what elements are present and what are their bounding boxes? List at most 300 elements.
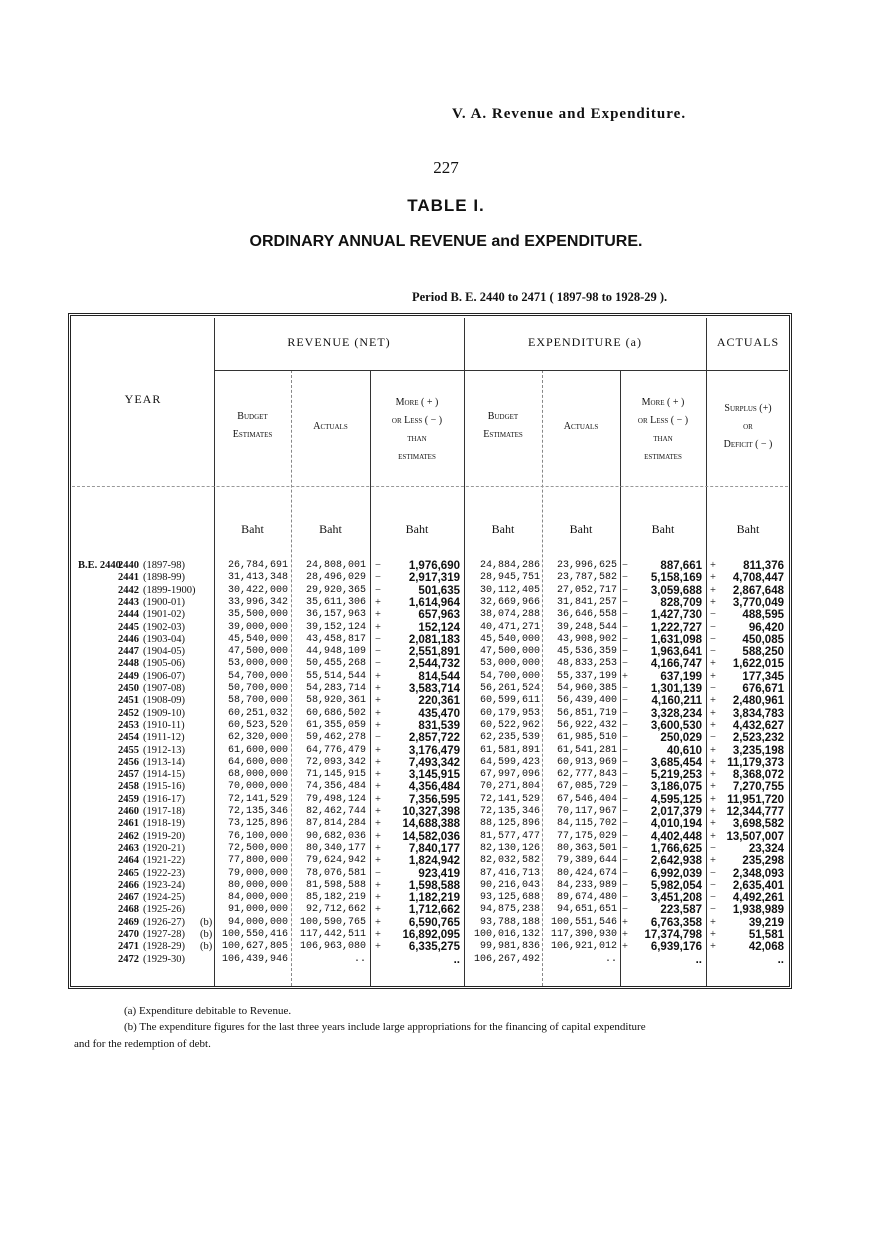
row-surplus-sign: + — [710, 793, 716, 805]
row-year: 2458 — [118, 781, 139, 793]
row-exp-sign: − — [622, 867, 628, 879]
row-surplus-sign: − — [710, 867, 716, 879]
row-surplus: 2,348,093 — [732, 867, 784, 880]
row-exp-diff: 1,766,625 — [650, 842, 702, 855]
row-surplus-sign: + — [710, 707, 716, 719]
row-year: 2444 — [118, 609, 139, 621]
row-exp-diff: 40,610 — [666, 744, 702, 757]
row-year: 2463 — [118, 842, 139, 854]
row-calendar-year: (1909-10) — [143, 707, 185, 719]
row-year: 2464 — [118, 855, 139, 867]
row-exp-diff: 637,199 — [660, 670, 702, 683]
row-rev-diff: 2,081,183 — [408, 633, 460, 646]
unit-rev-actual: Baht — [319, 522, 342, 536]
row-rev-sign: + — [375, 707, 381, 719]
row-surplus: 51,581 — [748, 929, 784, 941]
table-row — [0, 658, 892, 670]
row-rev-actual: 29,920,365 — [305, 584, 366, 596]
row-surplus: 3,698,582 — [732, 818, 784, 831]
row-rev-sign: − — [375, 867, 381, 879]
row-surplus-sign: + — [710, 830, 716, 842]
table-row — [0, 671, 892, 683]
row-rev-budget: 80,000,000 — [227, 879, 288, 891]
table-row — [0, 622, 892, 634]
row-rev-diff: 10,327,398 — [402, 806, 460, 818]
row-exp-budget: 81,577,477 — [479, 830, 540, 842]
table-row — [0, 880, 892, 892]
row-year: 2455 — [118, 744, 139, 756]
row-calendar-year: (1912-13) — [143, 744, 185, 756]
row-rev-diff: 6,590,765 — [408, 916, 460, 929]
row-exp-actual: 80,424,674 — [556, 867, 617, 879]
row-calendar-year: (1915-16) — [143, 781, 185, 793]
row-rev-budget: 39,000,000 — [227, 621, 288, 633]
row-exp-actual: 67,546,404 — [556, 793, 617, 805]
row-rev-sign: − — [375, 633, 381, 645]
row-surplus: 11,951,720 — [727, 793, 784, 806]
row-rev-sign: + — [375, 719, 381, 731]
row-rev-actual: 85,182,219 — [305, 892, 366, 904]
row-rev-diff: 3,176,479 — [408, 744, 460, 757]
row-surplus: 2,480,961 — [732, 695, 784, 708]
row-exp-actual: 60,913,969 — [556, 756, 617, 768]
row-exp-actual: 77,175,029 — [556, 830, 617, 842]
row-rev-budget: 77,800,000 — [227, 855, 288, 867]
row-surplus: 4,492,261 — [732, 892, 784, 905]
row-surplus: 235,298 — [742, 855, 784, 868]
row-exp-diff: 6,992,039 — [650, 867, 702, 880]
row-exp-budget: 60,599,611 — [479, 695, 540, 707]
row-rev-diff: 1,182,219 — [408, 892, 460, 905]
row-year: 2470 — [118, 929, 139, 940]
row-exp-budget: 64,599,423 — [479, 756, 540, 768]
row-rev-diff: 2,857,722 — [408, 732, 460, 745]
row-exp-sign: − — [622, 621, 628, 633]
row-exp-budget: 90,216,043 — [479, 879, 540, 891]
row-rev-budget: 33,996,342 — [227, 596, 288, 608]
row-surplus-sign: + — [710, 806, 716, 817]
table-row — [0, 572, 892, 584]
row-surplus-sign: + — [710, 584, 716, 596]
row-exp-budget: 93,788,188 — [479, 916, 540, 928]
row-exp-actual: 70,117,967 — [556, 806, 617, 817]
row-rev-diff: 3,583,714 — [408, 683, 460, 695]
row-rev-sign: + — [375, 793, 381, 805]
row-year: 2457 — [118, 769, 139, 781]
row-surplus-sign: + — [710, 929, 716, 940]
row-rev-diff: 220,361 — [418, 695, 460, 708]
row-exp-budget: 93,125,688 — [479, 892, 540, 904]
row-calendar-year: (1922-23) — [143, 867, 185, 879]
row-exp-sign: − — [622, 793, 628, 805]
row-surplus-sign: + — [710, 560, 716, 571]
row-exp-diff: 223,587 — [660, 904, 702, 917]
row-surplus-sign: + — [710, 818, 716, 830]
row-rev-actual: 106,963,080 — [299, 941, 366, 953]
row-rev-budget: 31,413,348 — [227, 572, 288, 584]
row-exp-diff: 5,158,169 — [650, 572, 702, 585]
row-calendar-year: (1898-99) — [143, 572, 185, 584]
row-rev-budget: 54,700,000 — [227, 670, 288, 682]
row-exp-actual: 84,233,989 — [556, 879, 617, 891]
row-exp-sign: − — [622, 781, 628, 793]
row-exp-sign: + — [622, 670, 628, 682]
row-exp-sign: − — [622, 732, 628, 744]
row-exp-actual: 48,833,253 — [556, 658, 617, 670]
row-exp-sign: − — [622, 818, 628, 830]
row-year: 2466 — [118, 879, 139, 891]
row-rev-diff: 1,976,690 — [408, 560, 460, 572]
row-rev-budget: 64,600,000 — [227, 756, 288, 768]
row-exp-sign: − — [622, 683, 628, 694]
row-rev-budget: 70,000,000 — [227, 781, 288, 793]
row-year: 2440 — [118, 560, 139, 571]
row-exp-budget: 82,032,582 — [479, 855, 540, 867]
row-rev-actual: 50,455,268 — [305, 658, 366, 670]
row-year: 2462 — [118, 830, 139, 842]
row-rev-diff: 657,963 — [418, 609, 460, 622]
row-surplus-sign: − — [710, 609, 716, 621]
row-calendar-year: (1927-28) — [143, 929, 185, 940]
row-exp-sign: − — [622, 560, 628, 571]
table-row — [0, 868, 892, 880]
row-exp-sign: + — [622, 941, 628, 953]
table-row — [0, 597, 892, 609]
row-exp-budget: 87,416,713 — [479, 867, 540, 879]
row-rev-diff: 2,544,732 — [408, 658, 460, 671]
row-rev-sign: − — [375, 572, 381, 584]
row-rev-actual: 28,496,029 — [305, 572, 366, 584]
row-exp-diff: 3,451,208 — [650, 892, 702, 905]
row-rev-budget: 72,141,529 — [227, 793, 288, 805]
row-rev-diff: 152,124 — [418, 621, 460, 634]
row-exp-diff: 828,709 — [660, 596, 702, 609]
row-rev-budget: 76,100,000 — [227, 830, 288, 842]
row-calendar-year: (1913-14) — [143, 756, 185, 768]
row-exp-diff: 1,631,098 — [650, 633, 702, 646]
row-rev-diff: 2,917,319 — [408, 572, 460, 585]
row-surplus-sign: − — [710, 892, 716, 904]
row-rev-actual: 71,145,915 — [305, 769, 366, 781]
table-row — [0, 683, 892, 695]
row-rev-actual: 81,598,588 — [305, 879, 366, 891]
rev-actuals-header: Actuals — [313, 421, 348, 432]
table-row — [0, 818, 892, 830]
row-rev-budget: 53,000,000 — [227, 658, 288, 670]
row-exp-diff: 3,186,075 — [650, 781, 702, 794]
row-exp-actual: 36,646,558 — [556, 609, 617, 621]
row-exp-actual: 106,921,012 — [550, 941, 617, 953]
period-line: Period B. E. 2440 to 2471 ( 1897-98 to 1928-29 ). — [412, 290, 668, 304]
row-year: 2461 — [118, 818, 139, 830]
row-exp-sign: − — [622, 879, 628, 891]
row-exp-budget: 82,130,126 — [479, 842, 540, 854]
row-rev-budget: 91,000,000 — [227, 904, 288, 916]
row-exp-budget: 88,125,896 — [479, 818, 540, 830]
row-rev-sign: + — [375, 879, 381, 891]
row-exp-diff: 2,642,938 — [650, 855, 702, 868]
table-row — [0, 806, 892, 818]
row-exp-actual: 56,439,400 — [556, 695, 617, 707]
row-be-label: B.E. 2440 — [78, 560, 121, 571]
row-exp-diff: 4,595,125 — [650, 793, 702, 806]
row-calendar-year: (1911-12) — [143, 732, 185, 744]
row-rev-actual: 43,458,817 — [305, 633, 366, 645]
table-row — [0, 720, 892, 732]
row-rev-diff: 1,614,964 — [408, 596, 460, 609]
row-surplus: 1,938,989 — [732, 904, 784, 917]
row-calendar-year: (1916-17) — [143, 793, 185, 805]
row-rev-sign: + — [375, 756, 381, 768]
row-surplus: .. — [777, 953, 784, 966]
row-rev-actual: 64,776,479 — [305, 744, 366, 756]
row-exp-diff: 3,059,688 — [650, 584, 702, 597]
exp-budget-header: Budget Estimates — [483, 411, 523, 440]
row-exp-sign: − — [622, 596, 628, 608]
table-row — [0, 843, 892, 855]
row-rev-actual: 61,355,059 — [305, 719, 366, 731]
col-header-rule — [72, 486, 788, 487]
row-rev-sign: + — [375, 855, 381, 867]
row-rev-sign: + — [375, 781, 381, 793]
row-rev-diff: 2,551,891 — [408, 646, 460, 659]
table-row — [0, 794, 892, 806]
row-exp-actual: 54,960,385 — [556, 683, 617, 694]
row-exp-actual: 61,541,281 — [556, 744, 617, 756]
row-exp-actual: 23,996,625 — [556, 560, 617, 571]
table-title: ORDINARY ANNUAL REVENUE and EXPENDITURE. — [249, 233, 643, 250]
row-surplus-sign: − — [710, 732, 716, 744]
row-rev-diff: 1,824,942 — [408, 855, 460, 868]
row-surplus: 7,270,755 — [732, 781, 784, 794]
row-rev-budget: 60,251,032 — [227, 707, 288, 719]
row-year: 2450 — [118, 683, 139, 694]
row-calendar-year: (1914-15) — [143, 769, 185, 781]
row-surplus: 811,376 — [743, 560, 784, 572]
row-exp-budget: 72,135,346 — [479, 806, 540, 817]
row-surplus-sign: + — [710, 781, 716, 793]
row-exp-budget: 47,500,000 — [479, 646, 540, 658]
row-exp-actual: .. — [604, 953, 617, 965]
row-rev-actual: 78,076,581 — [305, 867, 366, 879]
row-note: (b) — [200, 941, 213, 953]
row-rev-actual: 90,682,036 — [305, 830, 366, 842]
unit-rev-diff: Baht — [405, 522, 429, 536]
row-surplus: 588,250 — [742, 646, 784, 659]
row-exp-actual: 55,337,199 — [556, 670, 617, 682]
row-rev-sign: + — [375, 596, 381, 608]
row-exp-sign: − — [622, 572, 628, 584]
row-exp-budget: 94,875,238 — [479, 904, 540, 916]
row-rev-actual: .. — [353, 953, 366, 965]
row-calendar-year: (1902-03) — [143, 621, 185, 633]
row-exp-diff: 887,661 — [660, 560, 702, 572]
row-exp-sign: − — [622, 658, 628, 670]
row-year: 2447 — [118, 646, 139, 658]
row-calendar-year: (1903-04) — [143, 633, 185, 645]
row-rev-diff: 814,544 — [418, 670, 460, 683]
row-exp-budget: 30,112,405 — [479, 584, 540, 596]
row-surplus: 3,770,049 — [732, 596, 784, 609]
row-calendar-year: (1926-27) — [143, 916, 185, 928]
row-surplus: 1,622,015 — [732, 658, 784, 671]
row-year: 2465 — [118, 867, 139, 879]
row-rev-sign: + — [375, 929, 381, 940]
row-exp-budget: 60,179,953 — [479, 707, 540, 719]
row-exp-budget: 99,981,836 — [479, 941, 540, 953]
row-exp-budget: 70,271,804 — [479, 781, 540, 793]
row-exp-budget: 53,000,000 — [479, 658, 540, 670]
row-year: 2443 — [118, 596, 139, 608]
row-exp-actual: 117,390,930 — [550, 929, 617, 940]
row-exp-actual: 62,777,843 — [556, 769, 617, 781]
row-rev-actual: 82,462,744 — [305, 806, 366, 817]
row-exp-sign: − — [622, 633, 628, 645]
row-year: 2451 — [118, 695, 139, 707]
row-rev-actual: 58,920,361 — [305, 695, 366, 707]
row-rev-actual: 44,948,109 — [305, 646, 366, 658]
row-rev-diff: .. — [453, 953, 460, 966]
row-year: 2445 — [118, 621, 139, 633]
row-rev-budget: 61,600,000 — [227, 744, 288, 756]
row-rev-budget: 106,439,946 — [221, 953, 288, 965]
row-surplus: 42,068 — [748, 941, 784, 954]
unit-exp-budget: Baht — [491, 522, 515, 536]
row-rev-budget: 62,320,000 — [227, 732, 288, 744]
row-exp-budget: 45,540,000 — [479, 633, 540, 645]
row-rev-actual: 79,624,942 — [305, 855, 366, 867]
row-rev-actual: 39,152,124 — [305, 621, 366, 633]
table-row — [0, 560, 892, 572]
row-exp-sign: − — [622, 756, 628, 768]
footnote-a: (a) Expenditure debitable to Revenue. — [124, 1005, 292, 1017]
row-rev-budget: 26,784,691 — [227, 560, 288, 571]
row-exp-actual: 67,085,729 — [556, 781, 617, 793]
row-exp-diff: 250,029 — [660, 732, 702, 745]
row-exp-diff: 1,427,730 — [650, 609, 702, 622]
row-rev-sign: − — [375, 646, 381, 658]
row-surplus-sign: − — [710, 904, 716, 916]
row-rev-actual: 24,808,001 — [305, 560, 366, 571]
row-rev-diff: 1,712,662 — [408, 904, 460, 917]
table-row — [0, 732, 892, 744]
row-surplus: 676,671 — [742, 683, 784, 695]
row-rev-sign: + — [375, 941, 381, 953]
row-calendar-year: (1928-29) — [143, 941, 185, 953]
row-rev-sign: + — [375, 806, 381, 817]
row-exp-budget: 61,581,891 — [479, 744, 540, 756]
year-header: YEAR — [124, 392, 162, 406]
table-row — [0, 941, 892, 953]
table-row — [0, 634, 892, 646]
rev-budget-header: Budget Estimates — [232, 411, 273, 440]
row-surplus: 12,344,777 — [726, 806, 784, 818]
row-year: 2469 — [118, 916, 139, 928]
row-exp-diff: 2,017,379 — [650, 806, 702, 818]
table-label: TABLE I. — [407, 196, 485, 215]
row-exp-budget: 24,884,286 — [479, 560, 540, 571]
row-exp-sign: − — [622, 769, 628, 781]
row-surplus-sign: + — [710, 769, 716, 781]
row-rev-actual: 60,686,502 — [305, 707, 366, 719]
row-rev-budget: 79,000,000 — [227, 867, 288, 879]
row-exp-diff: 1,222,727 — [650, 621, 702, 634]
row-exp-budget: 60,522,962 — [479, 719, 540, 731]
expenditure-group-header: EXPENDITURE (a) — [528, 335, 642, 349]
row-calendar-year: (1897-98) — [143, 560, 185, 571]
row-rev-diff: 7,493,342 — [408, 756, 460, 769]
row-exp-actual: 31,841,257 — [556, 596, 617, 608]
row-surplus: 2,867,648 — [732, 584, 784, 597]
row-exp-budget: 54,700,000 — [479, 670, 540, 682]
row-surplus-sign: + — [710, 596, 716, 608]
row-rev-budget: 72,135,346 — [227, 806, 288, 817]
row-rev-diff: 7,356,595 — [408, 793, 460, 806]
row-rev-diff: 6,335,275 — [408, 941, 460, 954]
row-exp-budget: 56,261,524 — [479, 683, 540, 694]
table-row — [0, 609, 892, 621]
row-calendar-year: (1900-01) — [143, 596, 185, 608]
row-surplus-sign: − — [710, 683, 716, 694]
row-rev-diff: 4,356,484 — [408, 781, 460, 794]
rev-diff-header: More ( + ) or Less ( − ) than estimates — [391, 397, 443, 462]
row-rev-budget: 30,422,000 — [227, 584, 288, 596]
row-exp-sign: + — [622, 929, 628, 940]
row-rev-budget: 47,500,000 — [227, 646, 288, 658]
row-exp-diff: 4,160,211 — [651, 695, 702, 708]
row-exp-sign: − — [622, 904, 628, 916]
row-surplus-sign: − — [710, 621, 716, 633]
row-rev-sign: + — [375, 842, 381, 854]
row-calendar-year: (1910-11) — [143, 719, 185, 731]
table-row — [0, 646, 892, 658]
row-rev-budget: 45,540,000 — [227, 633, 288, 645]
row-rev-budget: 100,627,805 — [221, 941, 288, 953]
row-calendar-year: (1901-02) — [143, 609, 185, 621]
row-rev-budget: 100,550,416 — [221, 929, 288, 940]
row-exp-actual: 94,651,651 — [556, 904, 617, 916]
row-year: 2460 — [118, 806, 139, 817]
row-calendar-year: (1904-05) — [143, 646, 185, 658]
row-exp-sign: − — [622, 707, 628, 719]
table-row — [0, 708, 892, 720]
row-exp-sign: − — [622, 719, 628, 731]
row-exp-actual: 79,389,644 — [556, 855, 617, 867]
row-exp-sign: − — [622, 842, 628, 854]
row-year: 2472 — [118, 953, 139, 965]
row-calendar-year: (1920-21) — [143, 842, 185, 854]
row-rev-actual: 92,712,662 — [305, 904, 366, 916]
row-surplus: 11,179,373 — [727, 756, 784, 769]
row-exp-sign: − — [622, 806, 628, 817]
row-rev-budget: 94,000,000 — [227, 916, 288, 928]
actuals-group-header: ACTUALS — [716, 335, 780, 349]
table-row — [0, 831, 892, 843]
row-surplus: 4,708,447 — [732, 572, 784, 585]
table-row — [0, 904, 892, 916]
row-exp-sign: − — [622, 830, 628, 842]
row-calendar-year: (1905-06) — [143, 658, 185, 670]
row-year: 2449 — [118, 670, 139, 682]
exp-actuals-header: Actuals — [563, 421, 599, 432]
row-surplus-sign: − — [710, 879, 716, 891]
row-rev-budget: 72,500,000 — [227, 842, 288, 854]
row-exp-actual: 84,115,702 — [556, 818, 617, 830]
row-exp-diff: 3,685,454 — [650, 756, 702, 769]
table-row — [0, 855, 892, 867]
row-surplus: 2,635,401 — [732, 879, 784, 892]
row-rev-budget: 58,700,000 — [227, 695, 288, 707]
